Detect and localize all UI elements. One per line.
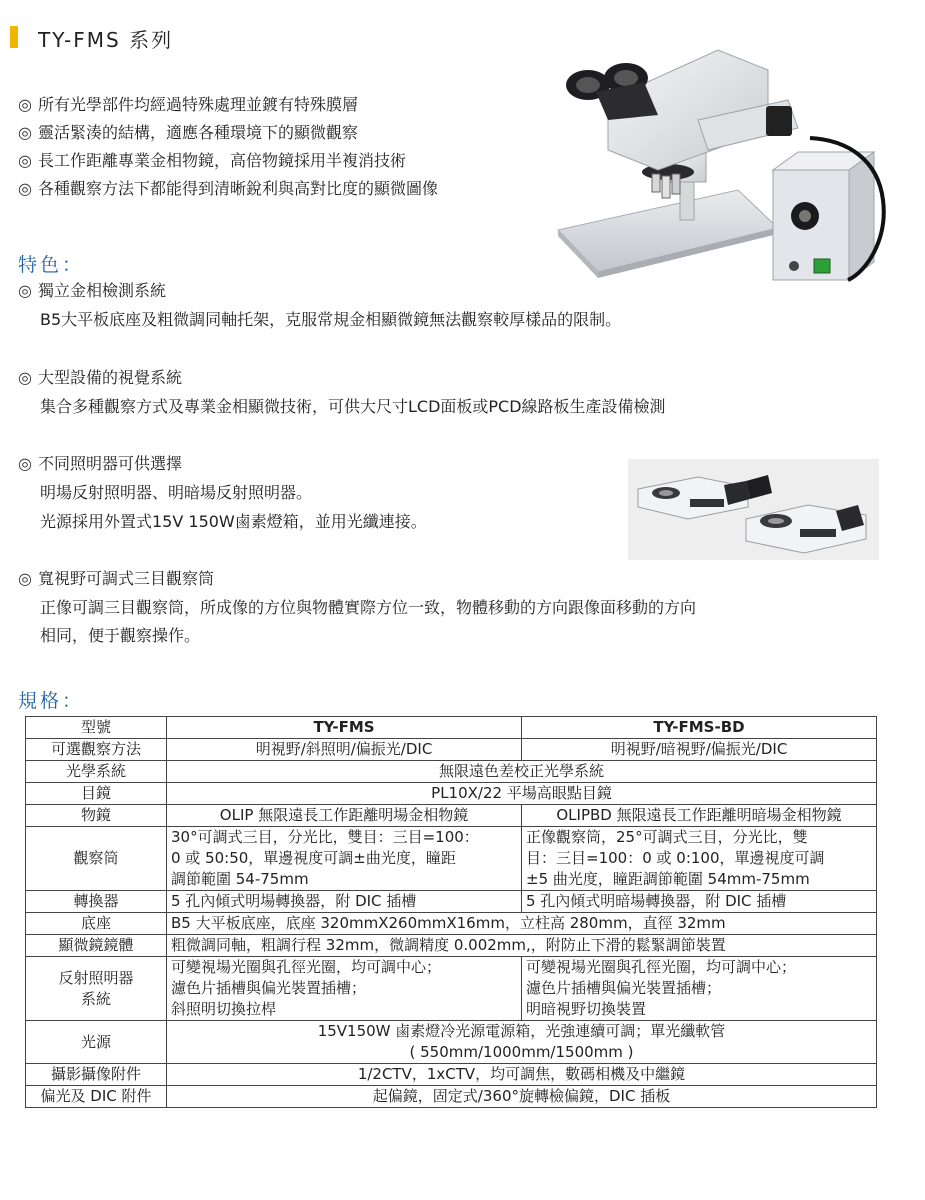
spec-label: 型號 bbox=[26, 717, 167, 739]
intro-bullet: ◎ 各種觀察方法下都能得到清晰銳利與高對比度的顯微圖像 bbox=[18, 179, 439, 198]
spec-value: OLIPBD 無限遠長工作距離明暗場金相物鏡 bbox=[522, 805, 877, 827]
spec-label: 反射照明器 系統 bbox=[26, 957, 167, 1021]
spec-value: 1/2CTV，1xCTV，均可調焦，數碼相機及中繼鏡 bbox=[167, 1064, 877, 1086]
bullet-icon: ◎ bbox=[18, 454, 32, 473]
bullet-icon: ◎ bbox=[18, 95, 32, 114]
bullet-icon: ◎ bbox=[18, 569, 32, 588]
title-accent-bar bbox=[10, 26, 18, 48]
model-header: TY-FMS bbox=[167, 717, 522, 739]
table-row bbox=[26, 1086, 877, 1108]
table-row bbox=[26, 913, 877, 935]
spec-value: 可變視場光圈與孔徑光圈，均可調中心； 濾色片插槽與偏光裝置插槽； 斜照明切換拉桿 bbox=[167, 957, 522, 1021]
bullet-icon: ◎ bbox=[18, 281, 32, 300]
table-row bbox=[26, 891, 877, 913]
table-row bbox=[26, 935, 877, 957]
illuminator-photo bbox=[628, 459, 879, 560]
spec-table bbox=[25, 716, 877, 1108]
specs-heading: 規格： bbox=[18, 690, 85, 712]
bullet-icon: ◎ bbox=[18, 179, 32, 198]
table-row bbox=[26, 827, 877, 891]
table-row bbox=[26, 957, 877, 1021]
table-row bbox=[26, 805, 877, 827]
bullet-icon: ◎ bbox=[18, 368, 32, 387]
intro-bullet: ◎ 靈活緊湊的結構，適應各種環境下的顯微觀察 bbox=[18, 123, 359, 142]
spec-value: 粗微調同軸，粗調行程 32mm，微調精度 0.002mm,，附防止下滑的鬆緊調節裝置 bbox=[167, 935, 877, 957]
feature-line: 正像可調三目觀察筒，所成像的方位與物體實際方位一致，物體移動的方向跟像面移動的方向 bbox=[40, 598, 697, 617]
table-row bbox=[26, 761, 877, 783]
spec-label: 攝影攝像附件 bbox=[26, 1064, 167, 1086]
spec-value: 明視野/斜照明/偏振光/DIC bbox=[167, 739, 522, 761]
feature-line: B5大平板底座及粗微調同軸托架，克服常規金相顯微鏡無法觀察較厚樣品的限制。 bbox=[40, 310, 622, 329]
spec-value: 5 孔內傾式明暗場轉換器，附 DIC 插槽 bbox=[522, 891, 877, 913]
spec-value: 15V150W 鹵素燈冷光源電源箱，光強連續可調；單光纖軟管 ( 550mm/1000mm/1500mm ) bbox=[167, 1021, 877, 1064]
spec-label: 底座 bbox=[26, 913, 167, 935]
spec-value: 無限遠色差校正光學系統 bbox=[167, 761, 877, 783]
table-row bbox=[26, 1064, 877, 1086]
spec-value: 5 孔內傾式明場轉換器，附 DIC 插槽 bbox=[167, 891, 522, 913]
feature-line: 明場反射照明器、明暗場反射照明器。 bbox=[40, 483, 313, 502]
spec-value: PL10X/22 平場高眼點目鏡 bbox=[167, 783, 877, 805]
feature-line: 相同，便于觀察操作。 bbox=[40, 626, 201, 645]
bullet-icon: ◎ bbox=[18, 123, 32, 142]
table-row bbox=[26, 717, 877, 739]
table-row bbox=[26, 783, 877, 805]
spec-label: 可選觀察方法 bbox=[26, 739, 167, 761]
feature-line: 光源採用外置式15V 150W鹵素燈箱，並用光纖連接。 bbox=[40, 512, 427, 531]
intro-bullet: ◎ 長工作距離專業金相物鏡，高倍物鏡採用半複消技術 bbox=[18, 151, 407, 170]
spec-value: 可變視場光圈與孔徑光圈，均可調中心； 濾色片插槽與偏光裝置插槽； 明暗視野切換裝置 bbox=[522, 957, 877, 1021]
spec-label: 觀察筒 bbox=[26, 827, 167, 891]
page-title: TY-FMS 系列 bbox=[38, 28, 174, 52]
feature-title: ◎ 獨立金相檢測系統 bbox=[18, 281, 167, 300]
features-heading: 特色： bbox=[18, 254, 85, 276]
model-header: TY-FMS-BD bbox=[522, 717, 877, 739]
spec-label: 光學系統 bbox=[26, 761, 167, 783]
spec-label: 物鏡 bbox=[26, 805, 167, 827]
spec-value: B5 大平板底座，底座 320mmX260mmX16mm，立柱高 280mm，直徑 32mm bbox=[167, 913, 877, 935]
feature-line: 集合多種觀察方式及專業金相顯微技術，可供大尺寸LCD面板或PCD線路板生產設備檢測 bbox=[40, 397, 666, 416]
bullet-icon: ◎ bbox=[18, 151, 32, 170]
spec-label: 顯微鏡鏡體 bbox=[26, 935, 167, 957]
feature-title: ◎ 不同照明器可供選擇 bbox=[18, 454, 183, 473]
spec-value: 起偏鏡，固定式/360°旋轉檢偏鏡，DIC 插板 bbox=[167, 1086, 877, 1108]
spec-label: 光源 bbox=[26, 1021, 167, 1064]
spec-label: 目鏡 bbox=[26, 783, 167, 805]
spec-value: 明視野/暗視野/偏振光/DIC bbox=[522, 739, 877, 761]
feature-title: ◎ 寬視野可調式三目觀察筒 bbox=[18, 569, 215, 588]
table-row bbox=[26, 739, 877, 761]
table-row bbox=[26, 1021, 877, 1064]
spec-value: OLIP 無限遠長工作距離明場金相物鏡 bbox=[167, 805, 522, 827]
feature-title: ◎ 大型設備的視覺系統 bbox=[18, 368, 183, 387]
spec-label: 轉換器 bbox=[26, 891, 167, 913]
intro-bullet: ◎ 所有光學部件均經過特殊處理並鍍有特殊膜層 bbox=[18, 95, 359, 114]
spec-value: 正像觀察筒，25°可調式三目，分光比，雙 目：三目=100：0 或 0:100，單邊視度可調 ±5 曲光度，瞳距調節範圍 54mm-75mm bbox=[522, 827, 877, 891]
spec-value: 30°可調式三目，分光比，雙目：三目=100： 0 或 50:50，單邊視度可調±曲光度，瞳距 調節範圍 54-75mm bbox=[167, 827, 522, 891]
spec-label: 偏光及 DIC 附件 bbox=[26, 1086, 167, 1108]
microscope-photo bbox=[548, 40, 893, 298]
